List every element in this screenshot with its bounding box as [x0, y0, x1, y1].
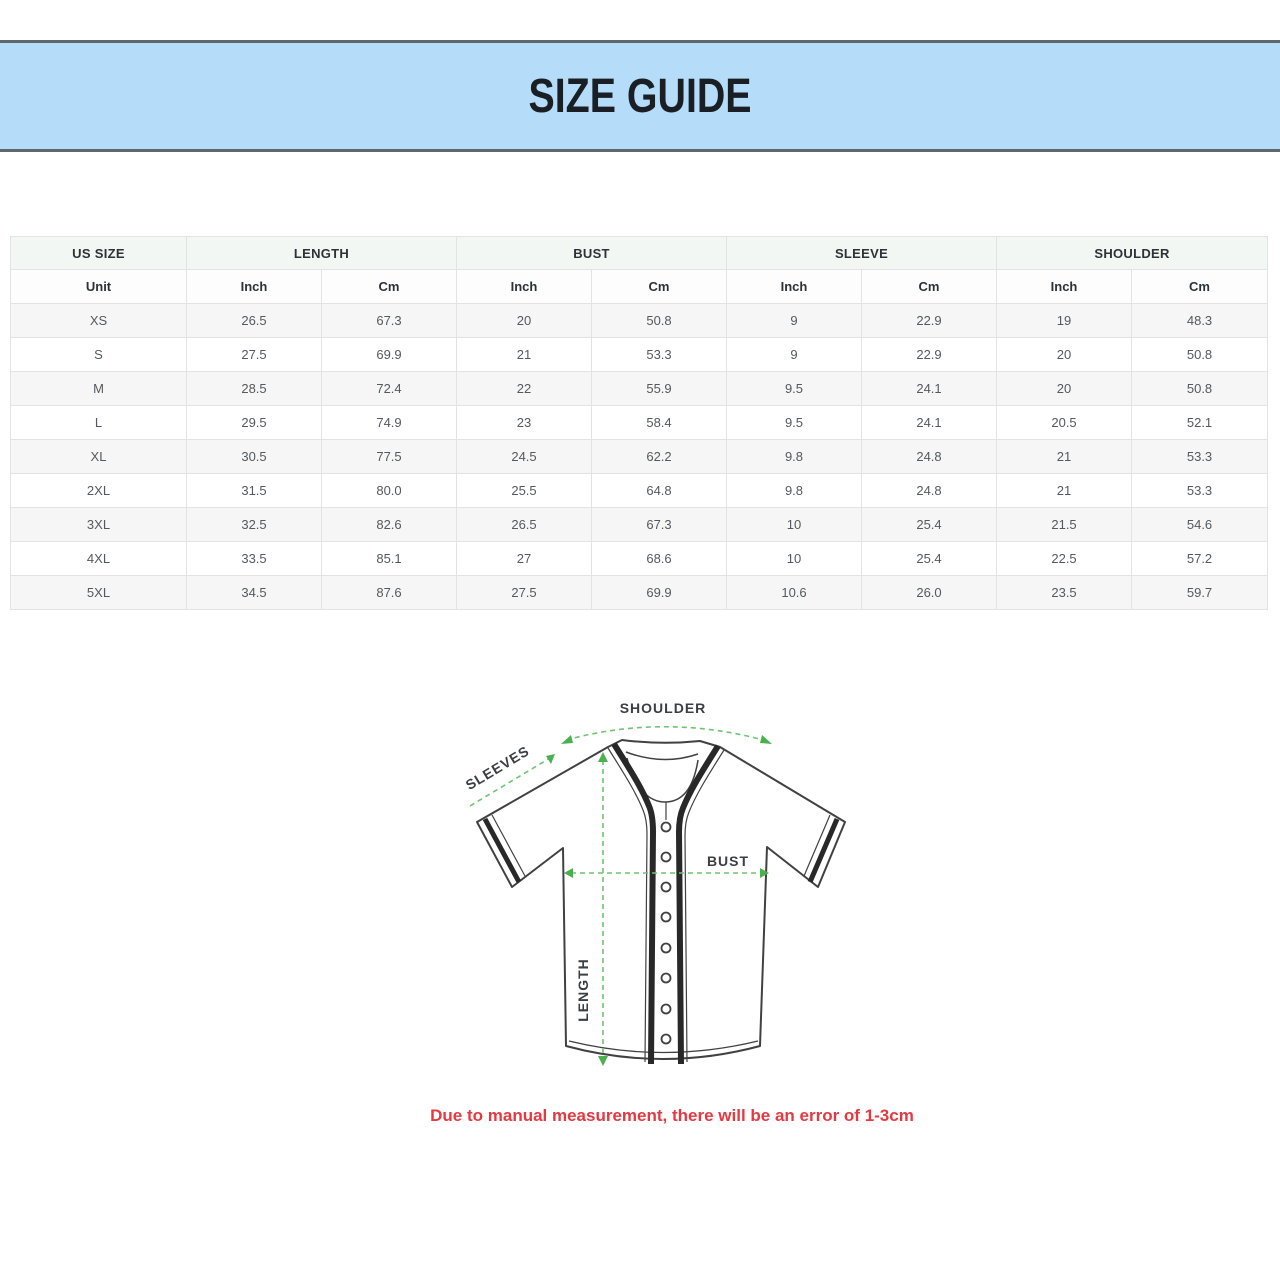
- value-cell: 50.8: [592, 304, 727, 338]
- value-cell: 9.8: [727, 474, 862, 508]
- value-cell: 33.5: [187, 542, 322, 576]
- jersey-svg: [430, 680, 890, 1086]
- value-cell: 67.3: [322, 304, 457, 338]
- value-cell: 55.9: [592, 372, 727, 406]
- unit-header-cell: Inch: [187, 270, 322, 304]
- value-cell: 26.5: [457, 508, 592, 542]
- value-cell: 25.5: [457, 474, 592, 508]
- table-row: [11, 372, 1268, 406]
- value-cell: 59.7: [1132, 576, 1268, 610]
- value-cell: 34.5: [187, 576, 322, 610]
- unit-header-cell: Inch: [727, 270, 862, 304]
- table-row: [11, 576, 1268, 610]
- table-row: [11, 508, 1268, 542]
- length-arrow-bottom: [598, 1056, 608, 1066]
- column-header-us-size: US SIZE: [11, 237, 187, 270]
- value-cell: 50.8: [1132, 338, 1268, 372]
- value-cell: 69.9: [592, 576, 727, 610]
- value-cell: 25.4: [862, 508, 997, 542]
- value-cell: 21.5: [997, 508, 1132, 542]
- value-cell: 67.3: [592, 508, 727, 542]
- value-cell: 22.9: [862, 304, 997, 338]
- value-cell: 48.3: [1132, 304, 1268, 338]
- value-cell: 26.0: [862, 576, 997, 610]
- value-cell: 24.8: [862, 474, 997, 508]
- value-cell: 32.5: [187, 508, 322, 542]
- size-cell: 4XL: [11, 542, 187, 576]
- column-header-shoulder: SHOULDER: [997, 237, 1268, 270]
- value-cell: 23: [457, 406, 592, 440]
- table-row: [11, 542, 1268, 576]
- value-cell: 22: [457, 372, 592, 406]
- column-header-bust: BUST: [457, 237, 727, 270]
- unit-header-cell: Inch: [457, 270, 592, 304]
- value-cell: 20: [997, 372, 1132, 406]
- value-cell: 20: [997, 338, 1132, 372]
- value-cell: 50.8: [1132, 372, 1268, 406]
- unit-header-cell: Inch: [997, 270, 1132, 304]
- value-cell: 82.6: [322, 508, 457, 542]
- size-table-body: [11, 304, 1268, 610]
- value-cell: 80.0: [322, 474, 457, 508]
- unit-header-cell: Cm: [592, 270, 727, 304]
- value-cell: 53.3: [1132, 474, 1268, 508]
- value-cell: 22.9: [862, 338, 997, 372]
- value-cell: 10.6: [727, 576, 862, 610]
- value-cell: 19: [997, 304, 1132, 338]
- shoulder-label: SHOULDER: [619, 700, 707, 716]
- value-cell: 27: [457, 542, 592, 576]
- size-cell: 3XL: [11, 508, 187, 542]
- value-cell: 74.9: [322, 406, 457, 440]
- value-cell: 54.6: [1132, 508, 1268, 542]
- unit-header-cell: Cm: [322, 270, 457, 304]
- value-cell: 30.5: [187, 440, 322, 474]
- value-cell: 23.5: [997, 576, 1132, 610]
- shoulder-arc: [566, 727, 767, 741]
- unit-header-cell: Cm: [862, 270, 997, 304]
- value-cell: 29.5: [187, 406, 322, 440]
- unit-header-cell: Unit: [11, 270, 187, 304]
- value-cell: 22.5: [997, 542, 1132, 576]
- table-row: [11, 440, 1268, 474]
- size-cell: 2XL: [11, 474, 187, 508]
- value-cell: 21: [997, 440, 1132, 474]
- shoulder-arrow-right: [760, 735, 772, 744]
- value-cell: 31.5: [187, 474, 322, 508]
- bust-label: BUST: [706, 853, 750, 869]
- table-row: [11, 304, 1268, 338]
- size-table: [10, 236, 1268, 610]
- value-cell: 28.5: [187, 372, 322, 406]
- size-cell: 5XL: [11, 576, 187, 610]
- value-cell: 24.8: [862, 440, 997, 474]
- value-cell: 87.6: [322, 576, 457, 610]
- value-cell: 27.5: [187, 338, 322, 372]
- size-guide-banner: [0, 40, 1280, 152]
- value-cell: 20: [457, 304, 592, 338]
- value-cell: 9.5: [727, 372, 862, 406]
- value-cell: 21: [457, 338, 592, 372]
- value-cell: 10: [727, 508, 862, 542]
- value-cell: 21: [997, 474, 1132, 508]
- table-row: [11, 474, 1268, 508]
- value-cell: 9.8: [727, 440, 862, 474]
- value-cell: 9: [727, 304, 862, 338]
- value-cell: 24.1: [862, 372, 997, 406]
- value-cell: 20.5: [997, 406, 1132, 440]
- value-cell: 9: [727, 338, 862, 372]
- value-cell: 52.1: [1132, 406, 1268, 440]
- value-cell: 26.5: [187, 304, 322, 338]
- value-cell: 58.4: [592, 406, 727, 440]
- jersey-diagram: [430, 680, 890, 1086]
- jersey-outline: [477, 740, 845, 1059]
- value-cell: 57.2: [1132, 542, 1268, 576]
- value-cell: 24.1: [862, 406, 997, 440]
- length-label: LENGTH: [575, 958, 591, 1022]
- size-cell: XS: [11, 304, 187, 338]
- unit-header-cell: Cm: [1132, 270, 1268, 304]
- value-cell: 64.8: [592, 474, 727, 508]
- value-cell: 69.9: [322, 338, 457, 372]
- value-cell: 10: [727, 542, 862, 576]
- value-cell: 53.3: [592, 338, 727, 372]
- value-cell: 9.5: [727, 406, 862, 440]
- shoulder-arrow-left: [561, 735, 573, 744]
- column-header-sleeve: SLEEVE: [727, 237, 997, 270]
- table-row: [11, 406, 1268, 440]
- value-cell: 85.1: [322, 542, 457, 576]
- page-title: SIZE GUIDE: [528, 69, 752, 123]
- value-cell: 53.3: [1132, 440, 1268, 474]
- value-cell: 25.4: [862, 542, 997, 576]
- table-row: [11, 338, 1268, 372]
- value-cell: 72.4: [322, 372, 457, 406]
- value-cell: 27.5: [457, 576, 592, 610]
- value-cell: 62.2: [592, 440, 727, 474]
- measurement-note: Due to manual measurement, there will be an error of 1-3cm: [430, 1106, 914, 1125]
- size-cell: M: [11, 372, 187, 406]
- size-cell: L: [11, 406, 187, 440]
- size-cell: XL: [11, 440, 187, 474]
- value-cell: 77.5: [322, 440, 457, 474]
- value-cell: 68.6: [592, 542, 727, 576]
- size-cell: S: [11, 338, 187, 372]
- table-unit-header-row: [11, 270, 1268, 304]
- sleeves-label: SLEEVES: [462, 742, 533, 794]
- table-group-header-row: [11, 237, 1268, 270]
- column-header-length: LENGTH: [187, 237, 457, 270]
- value-cell: 24.5: [457, 440, 592, 474]
